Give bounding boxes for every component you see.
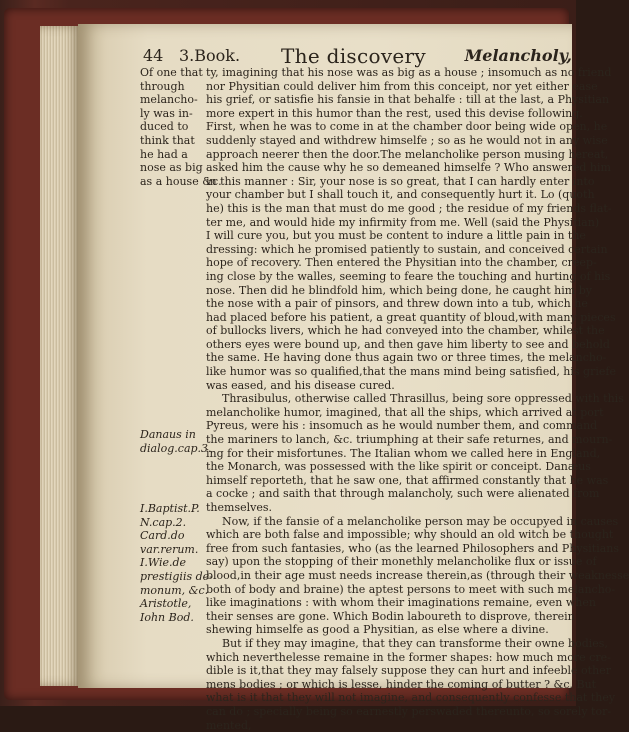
body-line: ing close by the walles, seeming to feare the touching and hurting of his xyxy=(206,270,564,284)
margin-line: ly was in- xyxy=(140,107,222,121)
body-line: nor Physitian could deliver him from this conceipt, nor yet either ease xyxy=(206,80,564,94)
body-line: I will cure you, but you must be content to indure a little pain in the xyxy=(206,229,564,243)
body-line: in this manner : Sir, your nose is so great, that I can hardly enter into xyxy=(206,175,564,189)
margin-line: through xyxy=(140,80,222,94)
body-line: the Monarch, was possessed with the like spirit or conceipt. Danæus xyxy=(206,460,564,474)
margin-line: melancho- xyxy=(140,93,222,107)
body-line: the nose with a pair of pinsors, and threw down into a tub, which he xyxy=(206,297,564,311)
body-line: hope of recovery. Then entered the Physitian into the chamber, creep- xyxy=(206,256,564,270)
body-line: ing for their misfortunes. The Italian whom we called here in England, xyxy=(206,447,564,461)
body-line: suddenly stayed and withdrew himselfe ; so as he would not in any wise xyxy=(206,134,564,148)
body-line: Pyreus, were his : insomuch as he would number them, and command xyxy=(206,419,564,433)
body-line: had placed before his patient, a great quantity of bloud,with many pieces xyxy=(206,311,564,325)
body-line: his grief, or satisfie his fansie in that behalfe : till at the last, a Physitian xyxy=(206,93,564,107)
margin-line: Iohn Bod. xyxy=(140,611,222,625)
page-title: The discovery xyxy=(281,44,426,68)
margin-line: duced to xyxy=(140,120,222,134)
body-line: mens bodies ; or which is lesse, hinder the coming of butter ? &c. But xyxy=(206,678,564,692)
body-line: themselves. xyxy=(206,501,564,515)
margin-line: I.Wie.de xyxy=(140,556,222,570)
body-line: like humor was so qualified,that the mans mind being satisfied, his griefe xyxy=(206,365,564,379)
body-line: asked him the cause why he so demeaned himselfe ? Who answered him xyxy=(206,161,564,175)
book-label: 3.Book. xyxy=(179,46,240,65)
body-line: which are both false and impossible; why should an old witch be thought xyxy=(206,528,564,542)
body-line: Now, if the fansie of a melancholike person may be occupyed in causes xyxy=(206,515,564,529)
body-line: Thrasibulus, otherwise called Thrasillus, being sore oppressed with this xyxy=(206,392,564,406)
body-line: ter me, and would hide my infirmity from me. Well (said the Physitian) xyxy=(206,216,564,230)
body-line: a cocke ; and saith that through malancholy, such were alienated from xyxy=(206,487,564,501)
margin-line: Card.do xyxy=(140,529,222,543)
body-line: your chamber but I shall touch it, and consequently hurt it. Lo (quoth xyxy=(206,188,564,202)
body-line: the same. He having done thus again two or three times, the melancho- xyxy=(206,351,564,365)
body-line: blood,in their age must needs increase therein,as (through their weaknesse xyxy=(206,569,564,583)
margin-line: N.cap.2. xyxy=(140,516,222,530)
body-line: what is it that they will not imagine, and consequently confesse that they xyxy=(206,691,564,705)
margin-line: dialog.cap.3. xyxy=(140,442,222,456)
margin-line: prestigiis de- xyxy=(140,570,222,584)
body-line: was eased, and his disease cured. xyxy=(206,379,564,393)
body-line: mented, xyxy=(206,719,564,732)
body-line: their senses are gone. Which Bodin laboureth to disprove, therein xyxy=(206,610,564,624)
margin-line: monum, &c. xyxy=(140,584,222,598)
body-line: say) upon the stopping of their monethly melancholike flux or issue of xyxy=(206,555,564,569)
body-line: free from such fantasies, who (as the learned Philosophers and Physitians xyxy=(206,542,564,556)
body-line: nose. Then did he blindfold him, which being done, he caught him by xyxy=(206,284,564,298)
body-line: which neverthelesse remaine in the former shapes: how much more cre- xyxy=(206,651,564,665)
margin-line: Aristotle, xyxy=(140,597,222,611)
body-line: himself reporteth, that he saw one, that affirmed constantly that he was xyxy=(206,474,564,488)
body-line: others eyes were bound up, and then gave him liberty to see and behold xyxy=(206,338,564,352)
margin-line: Danaus in xyxy=(140,428,222,442)
margin-line: as a house &c. xyxy=(140,175,222,189)
body-line: ty, imagining that his nose was as big as a house ; insomuch as no friend xyxy=(206,66,564,80)
body-line: But if they may imagine, that they can transforme their owne bodies, xyxy=(206,637,564,651)
body-text xyxy=(206,66,564,732)
margin-line: think that xyxy=(140,134,222,148)
body-line: can do ; specially being so earnestly perswaded thereunto, so sorely tor- xyxy=(206,705,564,719)
body-line: dible is it,that they may falsely suppose they can hurt and infeeble other xyxy=(206,664,564,678)
margin-line: Of one that xyxy=(140,66,222,80)
running-head: Melancholy, xyxy=(465,46,572,65)
margin-line: I.Baptist.P. xyxy=(140,502,222,516)
body-line: he) this is the man that must do me good ; the residue of my friends flat- xyxy=(206,202,564,216)
page-edges xyxy=(40,26,80,686)
page-number: 44 xyxy=(143,46,163,65)
running-header xyxy=(143,40,566,68)
body-line: more expert in this humor than the rest, used this devise following. xyxy=(206,107,564,121)
margin-line: nose as big xyxy=(140,161,222,175)
body-line: approach neerer then the door.The melancholike person musing hereat, xyxy=(206,148,564,162)
body-line: shewing himselfe as good a Physitian, as else where a divine. xyxy=(206,623,564,637)
body-line: of bullocks livers, which he had conveyed into the chamber, whilest the xyxy=(206,324,564,338)
body-line: dressing: which he promised patiently to sustain, and conceived certain xyxy=(206,243,564,257)
body-line: First, when he was to come in at the chamber door being wide open, he xyxy=(206,120,564,134)
body-line: the mariners to lanch, &c. triumphing at their safe returnes, and mourn- xyxy=(206,433,564,447)
margin-line: he had a xyxy=(140,148,222,162)
body-line: melancholike humor, imagined, that all the ships, which arrived at port xyxy=(206,406,564,420)
margin-line: var.rerum. xyxy=(140,543,222,557)
body-line: like imaginations : with whom their imaginations remaine, even when xyxy=(206,596,564,610)
body-line: both of body and braine) the aptest persons to meet with such melancho- xyxy=(206,583,564,597)
page-content xyxy=(96,32,566,682)
